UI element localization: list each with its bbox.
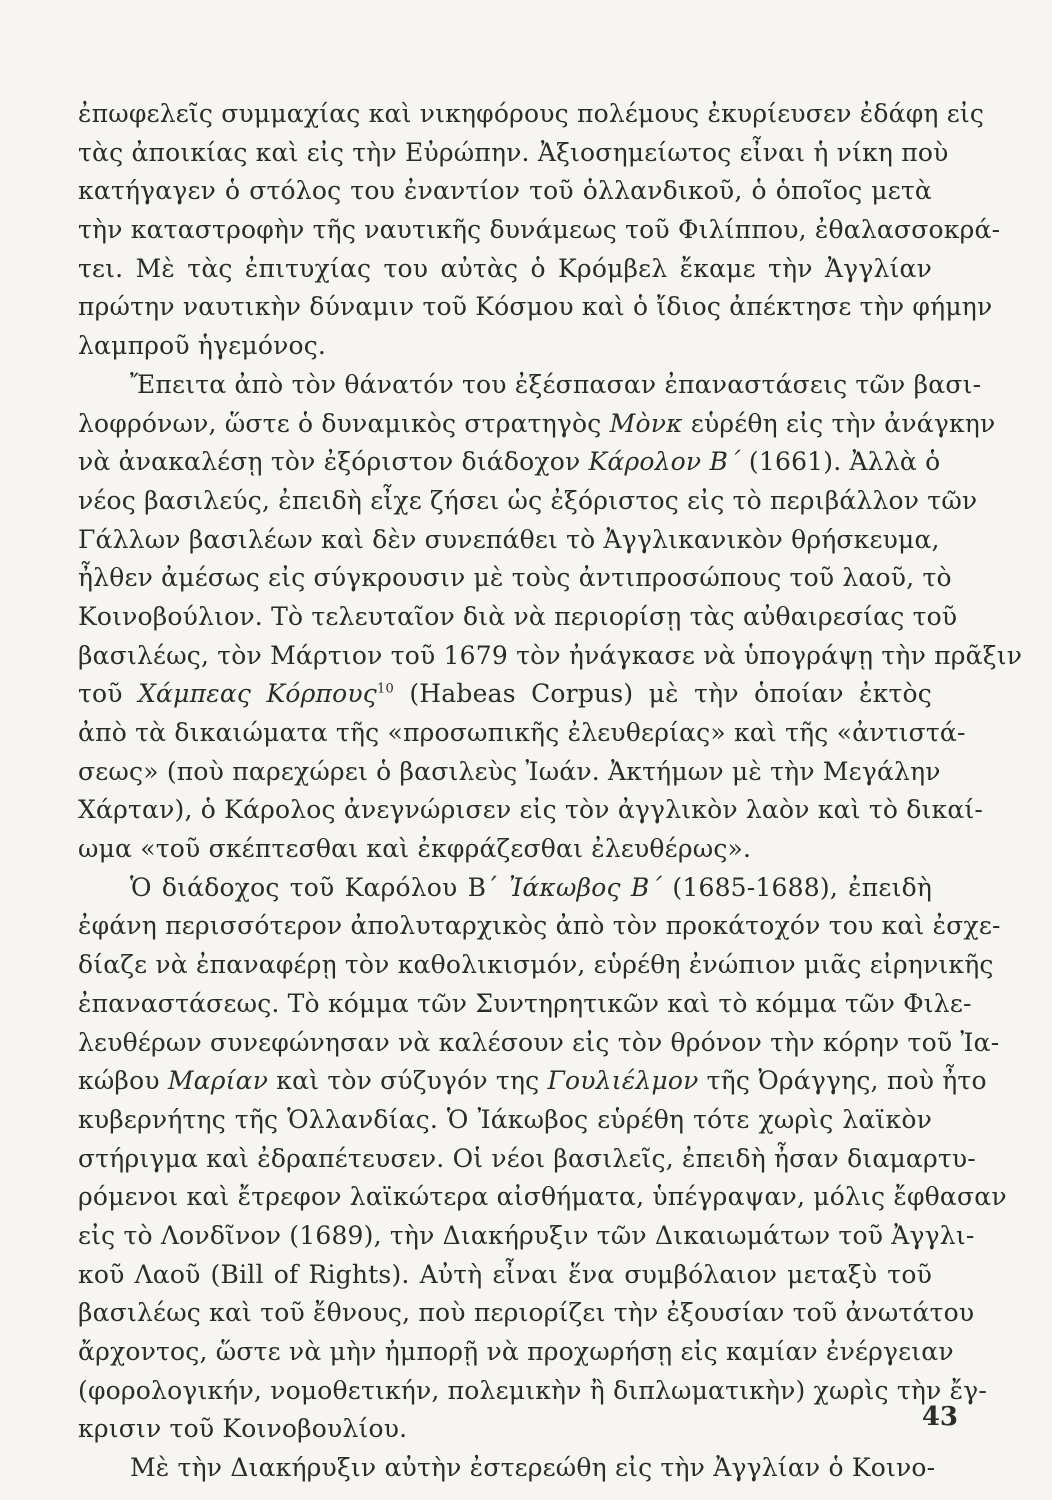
text-run: νέος βασιλεύς, ἐπειδὴ εἶχε ζήσει ὡς ἐξόριστος εἰς τὸ περιβάλλον τῶν [78, 485, 978, 515]
text-run: εὑρέθη εἰς τὴν ἀνάγκην [682, 408, 996, 438]
text-run: Κοινοβούλιον. Τὸ τελευταῖον διὰ νὰ περιορίσῃ τὰς αὐθαιρεσίας τοῦ [78, 601, 958, 631]
italic-text: Μὸνκ [609, 408, 683, 438]
text-line [78, 1101, 932, 1140]
text-line [78, 1140, 976, 1179]
text-line [78, 211, 1001, 250]
text-line [78, 1217, 975, 1256]
text-line [78, 675, 932, 714]
text-line [78, 1410, 932, 1449]
text-line [78, 405, 996, 444]
italic-text: Μαρίαν [167, 1066, 269, 1096]
text-run: ἄρχοντος, ὥστε νὰ μὴν ἠμπορῇ νὰ προχωρήσῃ εἰς καμίαν ἐνέργειαν [78, 1337, 954, 1366]
text-run: τῆς Ὀράγγης, ποὺ ἦτο [698, 1066, 987, 1096]
text-line [78, 1294, 975, 1333]
text-run: λοφρόνων, ὥστε ὁ δυναμικὸς στρατηγὸς [78, 408, 610, 438]
text-run: δίαζε νὰ ἐπαναφέρῃ τὸν καθολικισμόν, εὑρέθη ἐνώπιον μιᾶς εἰρηνικῆς [78, 950, 994, 980]
text-run: (1685-1688), ἐπειδὴ [662, 872, 932, 902]
text-run: Ἔπειτα ἀπὸ τὸν θάνατόν του ἐξέσπασαν ἐπαναστάσεις τῶν βασι- [130, 369, 982, 399]
text-line [78, 1449, 936, 1488]
text-line [78, 366, 982, 405]
italic-text: Κάρολον Β΄ [588, 447, 741, 477]
text-line [78, 714, 966, 753]
text-run: τει. Μὲ τὰς ἐπιτυχίας του αὐτὰς ὁ Κρόμβελ ἔκαμε τὴν Ἀγγλίαν [78, 253, 932, 283]
text-run: τοῦ [78, 679, 139, 709]
text-run: νὰ ἀνακαλέσῃ τὸν ἐξόριστον διάδοχον [78, 447, 589, 477]
text-run: πρώτην ναυτικὴν δύναμιν τοῦ Κόσμου καὶ ὁ ἴδιος ἀπέκτησε τὴν φήμην [78, 292, 993, 322]
text-run: ἐπαναστάσεως. Τὸ κόμμα τῶν Συντηρητικῶν καὶ τὸ κόμμα τῶν Φιλε- [78, 988, 972, 1018]
text-line [78, 172, 932, 211]
text-run: κοῦ Λαοῦ (Bill of Rights). Αὐτὴ εἶναι ἕνα συμβόλαιον μεταξὺ τοῦ [78, 1259, 932, 1289]
text-run: σεως» (ποὺ παρεχώρει ὁ βασιλεὺς Ἰωάν. Ἀκτήμων μὲ τὴν Μεγάλην [78, 756, 941, 786]
text-run: βασιλέως καὶ τοῦ ἔθνους, ποὺ περιορίζει τὴν ἐξουσίαν τοῦ ἀνωτάτου [78, 1298, 975, 1328]
text-run: ἐφάνη περισσότερον ἀπολυταρχικὸς ἀπὸ τὸν προκάτοχόν του καὶ ἐσχε- [78, 911, 1001, 941]
text-run: ἦλθεν ἀμέσως εἰς σύγκρουσιν μὲ τοὺς ἀντιπροσώπους τοῦ λαοῦ, τὸ [78, 563, 952, 593]
text-line [78, 95, 985, 134]
text-run: Μὲ τὴν Διακήρυξιν αὐτὴν ἐστερεώθη εἰς τὴν Ἀγγλίαν ὁ Κοινο- [130, 1453, 936, 1483]
text-line [78, 288, 993, 327]
text-line [78, 1333, 954, 1372]
text-run: Ὁ διάδοχος τοῦ Καρόλου Β΄ [130, 872, 510, 902]
text-line [78, 521, 940, 560]
text-line [78, 1372, 987, 1411]
text-run: κατήγαγεν ὁ στόλος του ἐναντίον τοῦ ὁλλανδικοῦ, ὁ ὁποῖος μετὰ [78, 176, 932, 206]
text-run: Χάρταν), ὁ Κάρολος ἀνεγνώρισεν εἰς τὸν ἀγγλικὸν λαὸν καὶ τὸ δικαί- [78, 795, 984, 825]
text-run: λευθέρων συνεφώνησαν νὰ καλέσουν εἰς τὸν θρόνον τὴν κόρην τοῦ Ἰα- [78, 1027, 1000, 1057]
text-run: ωμα «τοῦ σκέπτεσθαι καὶ ἐκφράζεσθαι ἐλευθέρως». [78, 834, 752, 864]
text-line [78, 1062, 987, 1101]
text-run: καὶ τὸν σύζυγόν της [268, 1066, 548, 1096]
text-line [78, 327, 932, 366]
text-line [78, 1024, 1000, 1063]
text-run: (φορολογικήν, νομοθετικήν, πολεμικὴν ἢ διπλωματικὴν) χωρὶς τὴν ἔγ- [78, 1375, 987, 1405]
text-line [78, 637, 1023, 676]
text-run: λαμπροῦ ἡγεμόνος. [78, 331, 327, 361]
text-line [78, 559, 952, 598]
text-line [78, 753, 941, 792]
page-number: 43 [921, 1402, 958, 1432]
text-run: ρόμενοι καὶ ἔτρεφον λαϊκώτερα αἰσθήματα, ὑπέγραψαν, μόλις ἔφθασαν [78, 1182, 1007, 1212]
text-line [78, 946, 994, 985]
text-line [78, 985, 972, 1024]
text-run: (Habeas Corpus) μὲ τὴν ὁποίαν ἐκτὸς [393, 679, 933, 709]
text-run: εἰς τὸ Λονδῖνον (1689), τὴν Διακήρυξιν τῶν Δικαιωμάτων τοῦ Ἀγγλι- [78, 1220, 975, 1250]
text-line [78, 598, 958, 637]
text-line [78, 134, 949, 173]
text-line [78, 869, 932, 908]
text-run: ἀπὸ τὰ δικαιώματα τῆς «προσωπικῆς ἐλευθερίας» καὶ τῆς «ἀντιστά- [78, 718, 966, 747]
text-run: κώβου [78, 1066, 168, 1096]
text-run: ἐπωφελεῖς συμμαχίας καὶ νικηφόρους πολέμους ἐκυρίευσεν ἐδάφη εἰς [78, 99, 985, 128]
text-line [78, 907, 1001, 946]
text-line [78, 443, 941, 482]
text-run: τὴν καταστροφὴν τῆς ναυτικῆς δυνάμεως τοῦ Φιλίππου, ἐθαλασσοκρά- [78, 215, 1001, 245]
text-run: (1661). Ἀλλὰ ὁ [740, 447, 941, 477]
italic-text: Ἰάκωβος Β΄ [509, 872, 663, 902]
text-line [78, 1178, 1007, 1217]
italic-text: Γουλιέλμον [547, 1066, 699, 1096]
text-line [78, 250, 932, 289]
text-run: βασιλέως, τὸν Μάρτιον τοῦ 1679 τὸν ἠνάγκασε νὰ ὑπογράψῃ τὴν πρᾶξιν [78, 640, 1023, 670]
text-line [78, 830, 932, 869]
text-run: κρισιν τοῦ Κοινοβουλίου. [78, 1414, 408, 1444]
footnote-marker: 10 [377, 681, 394, 697]
text-line [78, 1256, 932, 1295]
text-line [78, 482, 978, 521]
text-run: τὰς ἀποικίας καὶ εἰς τὴν Εὐρώπην. Ἀξιοσημείωτος εἶναι ἡ νίκη ποὺ [78, 137, 949, 167]
text-run: κυβερνήτης τῆς Ὁλλανδίας. Ὁ Ἰάκωβος εὑρέθη τότε χωρὶς λαϊκὸν [78, 1104, 932, 1134]
text-line [78, 791, 984, 830]
text-run: στήριγμα καὶ ἐδραπέτευσεν. Οἱ νέοι βασιλεῖς, ἐπειδὴ ἦσαν διαμαρτυ- [78, 1143, 976, 1173]
text-run: Γάλλων βασιλέων καὶ δὲν συνεπάθει τὸ Ἀγγλικανικὸν θρήσκευμα, [78, 524, 940, 554]
italic-text: Χάμπεας Κόρπους [138, 679, 377, 709]
